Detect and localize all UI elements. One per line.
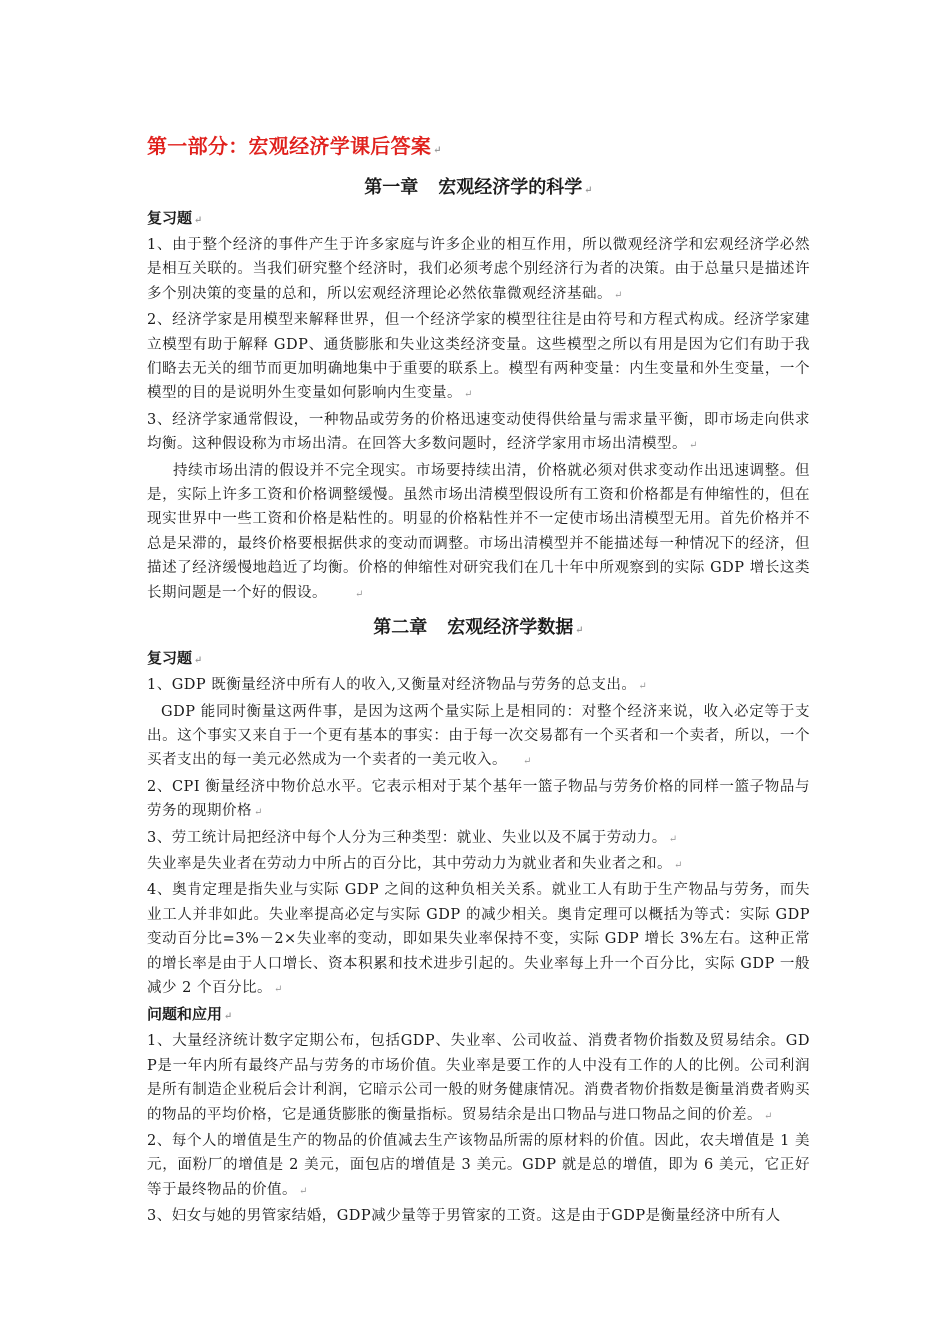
chapter-2-application-2: 2、每个人的增值是生产的物品的价值减去生产该物品所需的原材料的价值。因此，农夫增值是 1 美元，面粉厂的增值是 2 美元，面包店的增值是 3 美元。GDP 就是总的增值，即为 6 美元，它正好等于最终物品的价值。 ↵ bbox=[147, 1133, 810, 1198]
chapter-1-answer-3-continued: 持续市场出清的假设并不完全现实。市场要持续出清，价格就必须对供求变动作出迅速调整。但是，实际上许多工资和价格调整缓慢。虽然市场出清模型假设所有工资和价格都是有伸缩性的，但在现实世界中一些工资和价格是粘性的。明显的价格粘性并不一定使市场出清模型无用。首先价格并不总是呆滞的，最终价格要根据供求的变动而调整。市场出清模型并不能描述每一种情况下的经济，但描述了经济缓慢地趋近了均衡。价格的伸缩性对研究我们在几十年中所观察到的实际 GDP 增长这类长期问题是一个好的假设。 ↵ bbox=[147, 462, 810, 601]
chapter-2-review-heading: 复习题 ↵ bbox=[147, 649, 203, 668]
chapter-2-answer-2: 2、CPI 衡量经济中物价总水平。它表示相对于某个基年一篮子物品与劳务价格的同样一篮子物品与劳务的现期价格 ↵ bbox=[147, 778, 810, 820]
chapter-2-answer-4: 4、奥肯定理是指失业与实际 GDP 之间的这种负相关关系。就业工人有助于生产物品与劳务，而失业工人并非如此。失业率提高必定与实际 GDP 的减少相关。奥肯定理可以概括为等式：实际 GDP 变动百分比=3%－2×失业率的变动，即如果失业率保持不变，实际 GDP 增长 3%左右。这种正常的增长率是由于人口增长、资本积累和技术进步引起的。失业率每上升一个百分比，实际 GDP 一般减少 2 个百分比。 ↵ bbox=[147, 882, 810, 996]
chapter-2-answer-1-continued: GDP 能同时衡量这两件事，是因为这两个量实际上是相同的：对整个经济来说，收入必定等于支出。这个事实又来自于一个更有基本的事实：由于每一次交易都有一个买者和一个卖者，所以，一个买者支出的每一美元必然成为一个卖者的一美元收入。 ↵ bbox=[147, 703, 810, 769]
chapter-1-answer-2: 2、经济学家是用模型来解释世界，但一个经济学家的模型往往是由符号和方程式构成。经济学家建立模型有助于解释 GDP、通货膨胀和失业这类经济变量。这些模型之所以有用是因为它们有助于我们略去无关的细节而更加明确地集中于重要的联系上。模型有两种变量：内生变量和外生变量，一个模型的目的是说明外生变量如何影响内生变量。 ↵ bbox=[147, 312, 810, 402]
chapter-1-title: 第一章 宏观经济学的科学 ↵ bbox=[364, 177, 593, 198]
page-content bbox=[147, 130, 810, 1229]
chapter-1-answer-3: 3、经济学家通常假设，一种物品或劳务的价格迅速变动使得供给量与需求量平衡，即市场走向供求均衡。这种假设称为市场出清。在回答大多数问题时，经济学家用市场出清模型。 ↵ bbox=[147, 411, 810, 453]
chapter-2-title: 第二章 宏观经济学数据 ↵ bbox=[373, 617, 584, 639]
part-title: 第一部分：宏观经济学课后答案 ↵ bbox=[147, 134, 442, 158]
chapter-1-review-heading: 复习题 ↵ bbox=[147, 209, 203, 227]
chapter-2-application-1: 1、大量经济统计数字定期公布，包括GDP、失业率、公司收益、消费者物价指数及贸易结余。GDP是一年内所有最终产品与劳务的市场价值。失业率是要工作的人中没有工作的人的比例。公司利润是所有制造企业税后会计利润，它暗示公司一般的财务健康情况。消费者物价指数是衡量消费者购买的物品的平均价格，它是通货膨胀的衡量指标。贸易结余是出口物品与进口物品之间的价差。 ↵ bbox=[147, 1033, 810, 1123]
chapter-1-answer-1: 1、由于整个经济的事件产生于许多家庭与许多企业的相互作用，所以微观经济学和宏观经济学必然是相互关联的。当我们研究整个经济时，我们必须考虑个别经济行为者的决策。由于总量只是描述许多个别决策的变量的总和，所以宏观经济理论必然依靠微观经济基础。 ↵ bbox=[147, 237, 810, 302]
chapter-2-applications-heading: 问题和应用 ↵ bbox=[147, 1005, 233, 1024]
chapter-2-answer-3: 3、劳工统计局把经济中每个人分为三种类型：就业、失业以及不属于劳动力。 ↵ bbox=[147, 829, 678, 846]
chapter-2-answer-1: 1、GDP 既衡量经济中所有人的收入,又衡量对经济物品与劳务的总支出。 ↵ bbox=[147, 677, 648, 694]
chapter-2-application-3: 3、妇女与她的男管家结婚，GDP减少量等于男管家的工资。这是由于GDP是衡量经济中所有人 bbox=[147, 1208, 781, 1225]
chapter-2-answer-3-continued: 失业率是失业者在劳动力中所占的百分比，其中劳动力为就业者和失业者之和。 ↵ bbox=[147, 855, 683, 872]
